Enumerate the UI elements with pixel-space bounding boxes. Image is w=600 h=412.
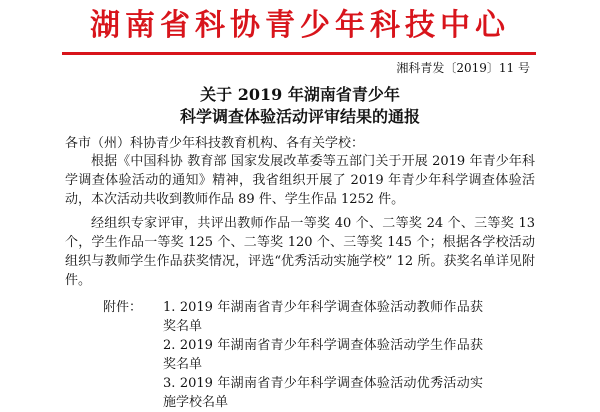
- attachment-item-3: 3. 2019 年湖南省青少年科学调查体验活动优秀活动实施学校名单: [163, 376, 483, 410]
- document-title-line-1: 关于 2019 年湖南省青少年: [200, 85, 400, 104]
- attachments-label: 附件：: [103, 300, 143, 315]
- attachment-item-2: 2. 2019 年湖南省青少年科学调查体验活动学生作品获奖名单: [163, 338, 483, 372]
- document-title-line-2: 科学调查体验活动评审结果的通报: [179, 107, 420, 126]
- salutation: 各市（州）科协青少年科技教育机构、各有关学校：: [65, 136, 365, 151]
- attachment-item-1: 1. 2019 年湖南省青少年科学调查体验活动教师作品获奖名单: [163, 300, 483, 334]
- body-paragraph-1: 根据《中国科协 教育部 国家发展改革委等五部门关于开展 2019 年青少年科学调查体验活动的通知》精神，我省组织开展了 2019 年青少年科学调查体验活动，本次活动共收到教师作品 89 件、学生作品 1252 件。: [65, 154, 535, 207]
- organization-header: 湖南省科协青少年科技中心: [90, 8, 510, 43]
- header-red-rule: [62, 52, 536, 55]
- body-paragraph-2: 经组织专家评审，共评出教师作品一等奖 40 个、二等奖 24 个、三等奖 13 个，学生作品一等奖 125 个、二等奖 120 个、三等奖 145 个；根据各学校活动组织与教师学生作品获奖情况，评选“优秀活动实施学校” 12 所。获奖名单详见附件。: [65, 216, 535, 288]
- document-number: 湘科青发〔2019〕11 号: [396, 61, 530, 75]
